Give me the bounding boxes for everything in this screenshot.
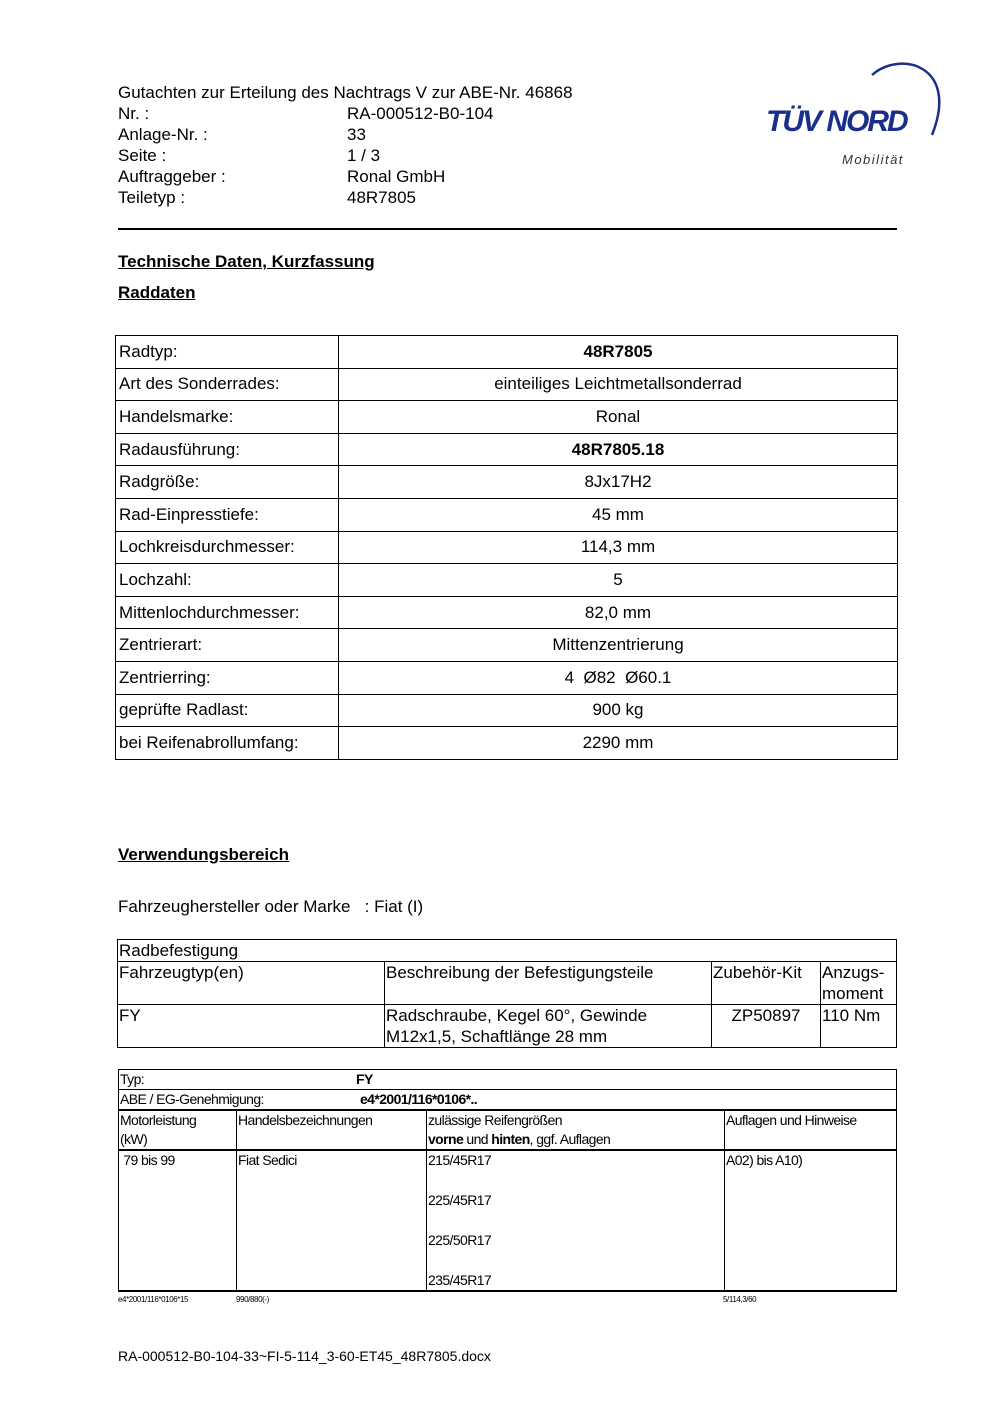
abe-row — [119, 1090, 897, 1111]
befestigung-header-kit: Zubehör-Kit — [712, 962, 821, 1005]
abe-label: ABE / EG-Genehmigung: — [120, 1091, 264, 1107]
header-divider — [118, 228, 897, 230]
typ-header-motor-line1: Motorleistung — [120, 1112, 197, 1128]
table-row — [119, 1150, 897, 1291]
table-row — [116, 564, 898, 597]
header-value-nr: RA-000512-B0-104 — [347, 104, 494, 123]
table-row — [116, 466, 898, 499]
table-row — [116, 629, 898, 662]
typ-header-handel: Handelsbezeichnungen — [237, 1110, 427, 1150]
table-row — [116, 401, 898, 434]
table-row — [116, 531, 898, 564]
table-row — [116, 433, 898, 466]
befestigung-header-moment-line1: Anzugs- — [822, 963, 885, 982]
typ-header-reifen-line2 — [428, 1130, 723, 1149]
rad-value: 900 kg — [339, 694, 898, 727]
tyre-size: 225/45R17 — [428, 1192, 492, 1208]
befestigung-header-desc: Beschreibung der Befestigungsteile — [385, 962, 712, 1005]
header-label-teiletyp: Teiletyp : — [118, 188, 186, 207]
section-tech-title: Technische Daten, Kurzfassung — [118, 252, 375, 271]
table-row — [118, 1005, 897, 1048]
table-row — [116, 694, 898, 727]
rad-value: 48R7805.18 — [339, 433, 898, 466]
manufacturer-label: Fahrzeughersteller oder Marke : — [118, 897, 370, 916]
befestigung-cell-kit: ZP50897 — [712, 1005, 821, 1048]
footnote-left: e4*2001/116*0106*15 — [118, 1295, 189, 1304]
section-verwendung-title: Verwendungsbereich — [118, 845, 289, 864]
tuv-nord-logo — [760, 55, 945, 175]
rad-value: 114,3 mm — [339, 531, 898, 564]
befestigung-cell-typ: FY — [118, 1005, 385, 1048]
manufacturer-line — [118, 897, 423, 917]
befestigung-table — [117, 939, 897, 1048]
rad-value: 5 — [339, 564, 898, 597]
tyre-size: 225/50R17 — [428, 1232, 492, 1248]
rad-key: Lochzahl: — [116, 564, 339, 597]
typ-cell-motor: 79 bis 99 — [119, 1150, 237, 1291]
befestigung-header-moment-line2: moment — [822, 984, 884, 1003]
rad-key: Radausführung: — [116, 433, 339, 466]
typ-header-auflagen: Auflagen und Hinweise — [725, 1110, 897, 1150]
header-label-nr: Nr. : — [118, 104, 150, 123]
tyre-size: 235/45R17 — [428, 1272, 492, 1288]
table-row — [116, 336, 898, 369]
rad-key: Radtyp: — [116, 336, 339, 369]
rad-key: Mittenlochdurchmesser: — [116, 596, 339, 629]
befestigung-desc-line2: M12x1,5, Schaftlänge 28 mm — [386, 1027, 608, 1046]
befestigung-desc-line1: Radschraube, Kegel 60°, Gewinde — [386, 1006, 648, 1025]
typ-label: Typ: — [120, 1071, 145, 1087]
table-row — [116, 596, 898, 629]
typ-cell-handel: Fiat Sedici — [237, 1150, 427, 1291]
header-value-teiletyp: 48R7805 — [347, 188, 417, 207]
table-row — [118, 940, 897, 962]
table-row — [116, 727, 898, 760]
rad-value: 45 mm — [339, 498, 898, 531]
rad-key: Handelsmarke: — [116, 401, 339, 434]
typ-cell-auflagen: A02) bis A10) — [725, 1150, 897, 1291]
tyre-size: 215/45R17 — [428, 1152, 492, 1168]
table-row — [116, 498, 898, 531]
typ-row — [119, 1070, 897, 1090]
table-row — [119, 1090, 897, 1111]
header-value-auftraggeber: Ronal GmbH — [347, 167, 446, 186]
logo-subtitle: Mobilität — [842, 152, 904, 167]
typ-value: FY — [356, 1071, 373, 1087]
raddaten-table — [115, 335, 898, 760]
typ-cell-tyres — [427, 1150, 725, 1291]
typ-header-reifen-line1: zulässige Reifengrößen — [428, 1112, 562, 1128]
befestigung-cell-moment: 110 Nm — [821, 1005, 897, 1048]
rad-key: Lochkreisdurchmesser: — [116, 531, 339, 564]
typ-header-rest: , ggf. Auflagen — [529, 1131, 611, 1147]
table-row — [119, 1110, 897, 1150]
typ-header-und: und — [463, 1131, 492, 1147]
typ-table — [118, 1069, 897, 1292]
table-row — [119, 1070, 897, 1090]
rad-value: 4 Ø82 Ø60.1 — [339, 661, 898, 694]
befestigung-header-moment — [821, 962, 897, 1005]
rad-key: Rad-Einpresstiefe: — [116, 498, 339, 531]
manufacturer-value: Fiat (I) — [374, 897, 424, 916]
rad-value: einteiliges Leichtmetallsonderrad — [339, 368, 898, 401]
typ-header-motor — [119, 1110, 237, 1150]
typ-header-motor-line2: (kW) — [120, 1131, 148, 1147]
header-label-anlage: Anlage-Nr. : — [118, 125, 208, 144]
rad-value: 8Jx17H2 — [339, 466, 898, 499]
logo-brand: TÜV NORD — [766, 105, 907, 138]
table-row — [116, 661, 898, 694]
rad-value: 48R7805 — [339, 336, 898, 369]
footnote-right: 5/114,3/60 — [723, 1295, 757, 1304]
rad-key: Zentrierart: — [116, 629, 339, 662]
befestigung-title: Radbefestigung — [118, 940, 897, 962]
befestigung-header-typ: Fahrzeugtyp(en) — [118, 962, 385, 1005]
document-title: Gutachten zur Erteilung des Nachtrags V zur ABE-Nr. 46868 — [118, 83, 573, 102]
rad-key: bei Reifenabrollumfang: — [116, 727, 339, 760]
typ-header-reifen — [427, 1110, 725, 1150]
header-label-auftraggeber: Auftraggeber : — [118, 167, 226, 186]
header-label-seite: Seite : — [118, 146, 167, 165]
befestigung-cell-desc — [385, 1005, 712, 1048]
footer-filename: RA-000512-B0-104-33~FI-5-114_3-60-ET45_48R7805.docx — [118, 1348, 491, 1364]
rad-value: Mittenzentrierung — [339, 629, 898, 662]
table-row — [116, 368, 898, 401]
rad-key: geprüfte Radlast: — [116, 694, 339, 727]
rad-value: 2290 mm — [339, 727, 898, 760]
table-row — [118, 962, 897, 1005]
rad-key: Art des Sonderrades: — [116, 368, 339, 401]
section-raddaten-title: Raddaten — [118, 283, 196, 302]
typ-header-vorne: vorne — [428, 1131, 464, 1147]
footnote-mid: 990/880(-) — [236, 1295, 269, 1304]
header-value-seite: 1 / 3 — [347, 146, 381, 165]
typ-header-hinten: hinten — [491, 1131, 530, 1147]
rad-key: Zentrierring: — [116, 661, 339, 694]
header-value-anlage: 33 — [347, 125, 366, 144]
abe-value: e4*2001/116*0106*.. — [360, 1091, 478, 1107]
rad-value: Ronal — [339, 401, 898, 434]
rad-key: Radgröße: — [116, 466, 339, 499]
rad-value: 82,0 mm — [339, 596, 898, 629]
